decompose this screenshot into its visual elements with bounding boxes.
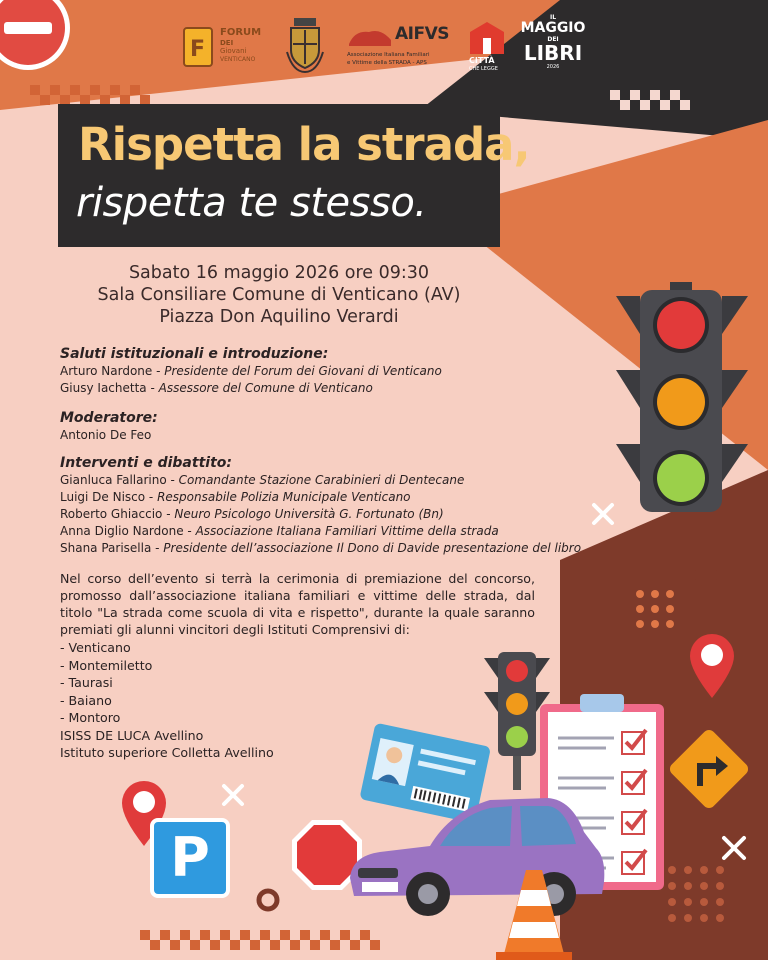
maggio-line3: DEI <box>547 36 559 43</box>
forum-logo-icon <box>182 26 216 68</box>
list-item: - Montemiletto <box>60 657 153 673</box>
turn-right-sign-icon <box>662 722 756 816</box>
person-role: Associazione Italiana Familiari Vittime della strada <box>195 524 499 538</box>
title-line-1: Rispetta la strada, <box>78 118 530 171</box>
location-pin-icon <box>686 630 738 700</box>
moderatore-heading: Moderatore: <box>60 410 158 426</box>
interventi-row <box>60 506 620 523</box>
saluti-row <box>60 380 620 397</box>
person-role: Presidente del Forum dei Giovani di Venticano <box>164 364 442 378</box>
book-building-icon <box>466 22 508 56</box>
forum-giovani-logo <box>182 26 272 70</box>
moderatore-name: Antonio De Feo <box>60 428 152 442</box>
municipality-crest-icon <box>285 16 325 74</box>
section-interventi <box>60 455 620 557</box>
maggio-dei-libri-logo <box>517 14 589 82</box>
citta-line2: CHE LEGGE <box>469 66 498 72</box>
traffic-light-large-icon <box>612 280 752 520</box>
person-role: Responsabile Polizia Municipale Venticano <box>157 490 411 504</box>
maggio-line2: MAGGIO <box>520 20 586 36</box>
list-item: - Venticano <box>60 640 131 655</box>
list-item: Istituto superiore Colletta Avellino <box>60 745 274 760</box>
parking-letter: P <box>170 826 210 889</box>
section-moderatore <box>60 410 620 444</box>
person-name: Giusy Iachetta - <box>60 381 159 395</box>
maggio-year: 2026 <box>546 64 560 70</box>
list-item: - Montoro <box>60 710 121 725</box>
person-name: Shana Parisella - <box>60 541 164 555</box>
forum-line1: FORUM <box>220 27 262 38</box>
interventi-heading: Interventi e dibattito: <box>60 455 232 471</box>
aifvs-subtitle-1: Associazione Italiana Familiari <box>347 52 430 58</box>
forum-line2: DEI <box>220 39 234 47</box>
person-role: Comandante Stazione Carabinieri di Dentecane <box>178 473 465 487</box>
person-name: Anna Diglio Nardone - <box>60 524 196 538</box>
list-item: - Baiano <box>60 692 112 708</box>
interventi-row <box>60 472 620 489</box>
person-name: Arturo Nardone - <box>60 364 165 378</box>
citta-che-legge-logo <box>466 22 508 74</box>
schools-list <box>60 639 274 762</box>
maggio-line4: LIBRI <box>523 41 583 65</box>
list-item: - Taurasi <box>60 675 113 690</box>
forum-line3: Giovani <box>220 47 247 55</box>
forum-line4: VENTICANO <box>220 56 256 63</box>
person-role: Presidente dell’associazione Il Dono di Davide presentazione del libro <box>163 541 582 555</box>
citta-line1: CITTÀ <box>469 56 495 65</box>
saluti-heading: Saluti istituzionali e introduzione: <box>60 346 329 362</box>
interventi-row <box>60 489 620 506</box>
event-venue: Sala Consiliare Comune di Venticano (AV) <box>97 285 461 305</box>
no-entry-sign-icon <box>0 0 80 80</box>
event-address: Piazza Don Aquilino Verardi <box>159 307 399 327</box>
list-item: ISISS DE LUCA Avellino <box>60 727 204 743</box>
person-role: Neuro Psicologo Università G. Fortunato (Bn) <box>174 507 444 521</box>
person-name: Luigi De Nisco - <box>60 490 158 504</box>
award-paragraph: Nel corso dell’evento si terrà la cerimonia di premiazione del concorso, promosso dall’associazione italiana familiari e vittime delle strada, dal titolo "La strada come scuola di vita e rispetto", durante la quale saranno premiati gli alunni vincitori degli Istituti Comprensivi di: <box>60 571 535 637</box>
section-saluti <box>60 346 620 397</box>
traffic-cone-icon <box>494 868 574 960</box>
aifvs-logo <box>347 22 447 74</box>
svg-text:F: F <box>190 37 206 62</box>
parking-sign-icon <box>150 818 230 898</box>
saluti-row <box>60 363 620 380</box>
person-name: Roberto Ghiaccio - <box>60 507 175 521</box>
person-role: Assessore del Comune di Venticano <box>158 381 373 395</box>
event-date: Sabato 16 maggio 2026 ore 09:30 <box>128 263 430 283</box>
interventi-row <box>60 523 620 540</box>
title-line-2: rispetta te stesso. <box>76 180 427 226</box>
aifvs-car-icon <box>347 26 393 48</box>
aifvs-name: AIFVS <box>395 24 449 44</box>
interventi-row <box>60 540 620 557</box>
person-name: Gianluca Fallarino - <box>60 473 179 487</box>
maggio-line1: IL <box>549 14 557 21</box>
event-info <box>58 262 500 328</box>
aifvs-subtitle-2: e Vittime della STRADA - APS <box>347 60 427 66</box>
